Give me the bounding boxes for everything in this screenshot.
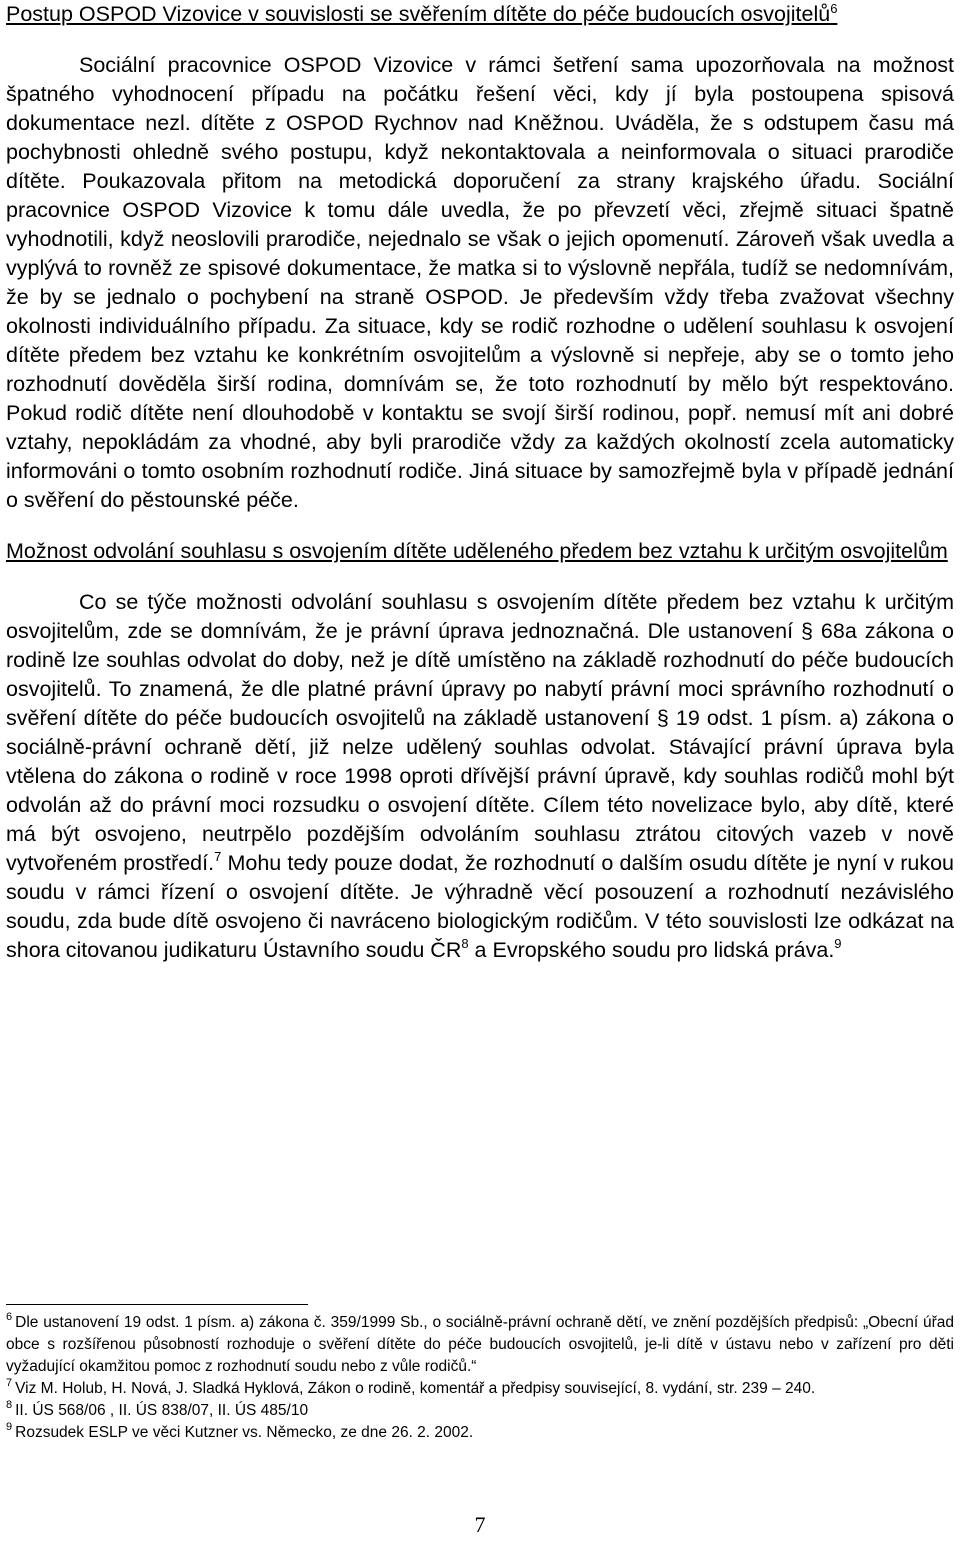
spacer [6,566,954,588]
page-number: 7 [474,1512,486,1537]
footnote-9: $^9$ Rozsudek ESLP ve věci Kutzner vs. Německo, ze dne 26. 2. 2002. [6,1421,474,1441]
spacer [6,29,954,51]
footnote-6: $^6$ Dle ustanovení 19 odst. 1 písm. a) zákona č. 359/1999 Sb., o sociálně-právní ochraně dětí, ve znění pozdějších předpisů: „Obecní úřad obce s rozšířenou působností rozhoduje o svěření dítěte do péče budoucích osvojitelů, je-li dítě v ústavu nebo v zařízení pro děti vyžadující okamžitou pomoc z rozhodnutí soudu nebo z vůle rodičů.“ [6,1311,954,1375]
footnote-ref-9: 9 [834,936,842,951]
footnote-separator [6,1304,308,1305]
footnote-ref-7: 7 [214,849,222,864]
document-page [6,0,954,965]
footnote-ref-8: 8 [461,936,469,951]
spacer [6,515,954,537]
footnote-8: $^8$ II. ÚS 568/06 , II. ÚS 838/07, II. ÚS 485/10 [6,1399,309,1419]
footnote-7: $^7$ Viz M. Holub, H. Nová, J. Sladká Hyklová, Zákon o rodině, komentář a předpisy související, 8. vydání, str. 239 – 240. [6,1377,816,1397]
section-body-revocation: Co se týče možnosti odvolání souhlasu s osvojením dítěte předem bez vztahu k určitým osvojitelům, zde se domnívám, že je právní úprava jednoznačná. Dle ustanovení § 68a zákona o rodině lze souhlas odvolat do doby, než je dítě umístěno na základě rozhodnutí do péče budoucích osvojitelů. To znamená, že dle platné právní úpravy po nabytí právní moci správního rozhodnutí o svěření dítěte do péče budoucích osvojitelů na základě ustanovení § 19 odst. 1 písm. a) zákona o sociálně-právní ochraně dětí, již nelze udělený souhlas odvolat. Stávající právní úprava byla vtělena do zákona o rodině v roce 1998 oproti dřívější právní úpravě, kdy souhlas rodičů mohl být odvolán až do právní moci rozsudku o osvojení dítěte. Cílem této novelizace bylo, aby dítě, které má být osvojeno, neutrpělo pozdějším odvoláním souhlasu ztrátou citových vazeb v nově vytvořeném prostředí.$^7$ Mohu tedy pouze dodat, že rozhodnutí o dalším osudu dítěte je nyní v rukou soudu v rámci řízení o osvojení dítěte. Je výhradně věcí posouzení a rozhodnutí nezávislého soudu, zda bude dítě osvojeno či navráceno biologickým rodičům. V této souvislosti lze odkázat na shora citovanou judikaturu Ústavního soudu $ČR^8$ a Evropského soudu pro lidská práva.$^9$ [6,590,954,962]
section-heading-ospod: Postup OSPOD Vizovice v souvislosti se svěřením dítěte do péče budoucích osvojitelů$^6$ [6,1,838,26]
section-heading-revocation: Možnost odvolání souhlasu s osvojením dítěte uděleného předem bez vztahu k určitým osvojitelům [6,539,948,563]
footnotes [6,1312,954,1444]
footnote-ref-6: 6 [830,1,838,16]
section-body-ospod: Sociální pracovnice OSPOD Vizovice v rámci šetření sama upozorňovala na možnost špatného vyhodnocení případu na počátku řešení věci, kdy jí byla postoupena spisová dokumentace nezl. dítěte z OSPOD Rychnov nad Kněžnou. Uváděla, že s odstupem času má pochybnosti ohledně svého postupu, když nekontaktovala a neinformovala o situaci prarodiče dítěte. Poukazovala přitom na metodická doporučení za strany krajského úřadu. Sociální pracovnice OSPOD Vizovice k tomu dále uvedla, že po převzetí věci, zřejmě situaci špatně vyhodnotili, když neoslovili prarodiče, nejednalo se však o jejich opomenutí. Zároveň však uvedla a vyplývá to rovněž ze spisové dokumentace, že matka si to výslovně nepřála, tudíž se nedomnívám, že by se jednalo o pochybení na straně OSPOD. Je především vždy třeba zvažovat všechny okolnosti individuálního případu. Za situace, kdy se rodič rozhodne o udělení souhlasu k osvojení dítěte předem bez vztahu ke konkrétním osvojitelům a výslovně si nepřeje, aby se o tomto jeho rozhodnutí dověděla širší rodina, domnívám se, že toto rozhodnutí by mělo být respektováno. Pokud rodič dítěte není dlouhodobě v kontaktu se svojí širší rodinou, popř. nemusí mít ani dobré vztahy, nepokládám za vhodné, aby byli prarodiče vždy za každých okolností zcela automaticky informováni o tomto osobním rozhodnutí rodiče. Jiná situace by samozřejmě byla v případě jednání o svěření do pěstounské péče. [6,53,954,512]
